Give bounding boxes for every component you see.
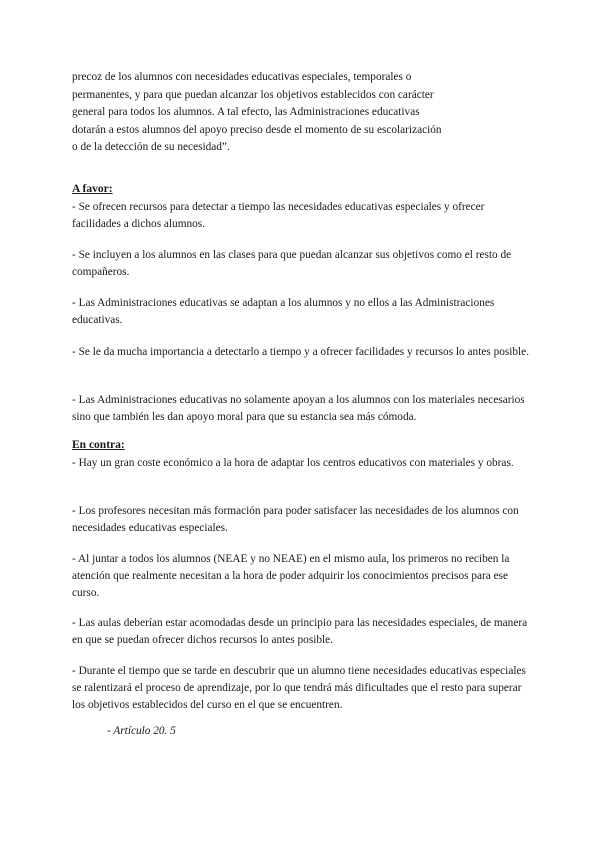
- favor-item: - Se incluyen a los alumnos en las clases para que puedan alcanzar sus objetivos como el resto de compañeros.: [72, 249, 512, 278]
- contra-item: - Al juntar a todos los alumnos (NEAE y no NEAE) en el mismo aula, los primeros no reciben la atención que realmente necesitan a la hora de poder adquirir los conocimientos precisos para ese curso.: [72, 553, 510, 599]
- contra-item: - Las aulas deberían estar acomodadas desde un principio para las necesidades especiales, de manera en que se puedan ofrecer dichos recursos lo antes posible.: [72, 617, 528, 646]
- favor-item: - Se ofrecen recursos para detectar a tiempo las necesidades educativas especiales y ofrecer facilidades a dichos alumnos.: [72, 201, 485, 230]
- quote-line: o de la detección de su necesidad”.: [72, 141, 230, 154]
- contra-heading: En contra:: [72, 439, 125, 451]
- quote-line: precoz de los alumnos con necesidades educativas especiales, temporales o: [72, 71, 412, 83]
- quoted-paragraph: [72, 69, 512, 157]
- quote-line: general para todos los alumnos. A tal efecto, las Administraciones educativas: [72, 106, 420, 119]
- favor-item: - Las Administraciones educativas no solamente apoyan a los alumnos con los materiales necesarios sino que también les dan apoyo moral para que su estancia sea más cómoda.: [72, 394, 525, 423]
- favor-item: - Las Administraciones educativas se adaptan a los alumnos y no ellos a las Administraciones educativas.: [72, 297, 495, 326]
- contra-item: - Hay un gran coste económico a la hora de adaptar los centros educativos con materiales y obras.: [72, 457, 514, 469]
- favor-heading: A favor:: [72, 183, 113, 195]
- quote-line: permanentes, y para que puedan alcanzar los objetivos establecidos con carácter: [72, 88, 434, 101]
- quote-line: dotarán a estos alumnos del apoyo preciso desde el momento de su escolarización: [72, 123, 442, 136]
- favor-item: - Se le da mucha importancia a detectarlo a tiempo y a ofrecer facilidades y recursos lo antes posible.: [72, 346, 530, 358]
- contra-item: - Los profesores necesitan más formación para poder satisfacer las necesidades de los alumnos con necesidades educativas especiales.: [72, 505, 519, 534]
- contra-item: - Durante el tiempo que se tarde en descubrir que un alumno tiene necesidades educativas especiales se ralentizará el proceso de aprendizaje, por lo que tendrá más dificultades que el resto para superar los objetivos establecidos del curso en el que se encuentren.: [72, 665, 526, 711]
- article-citation: - Artículo 20. 5: [107, 725, 176, 737]
